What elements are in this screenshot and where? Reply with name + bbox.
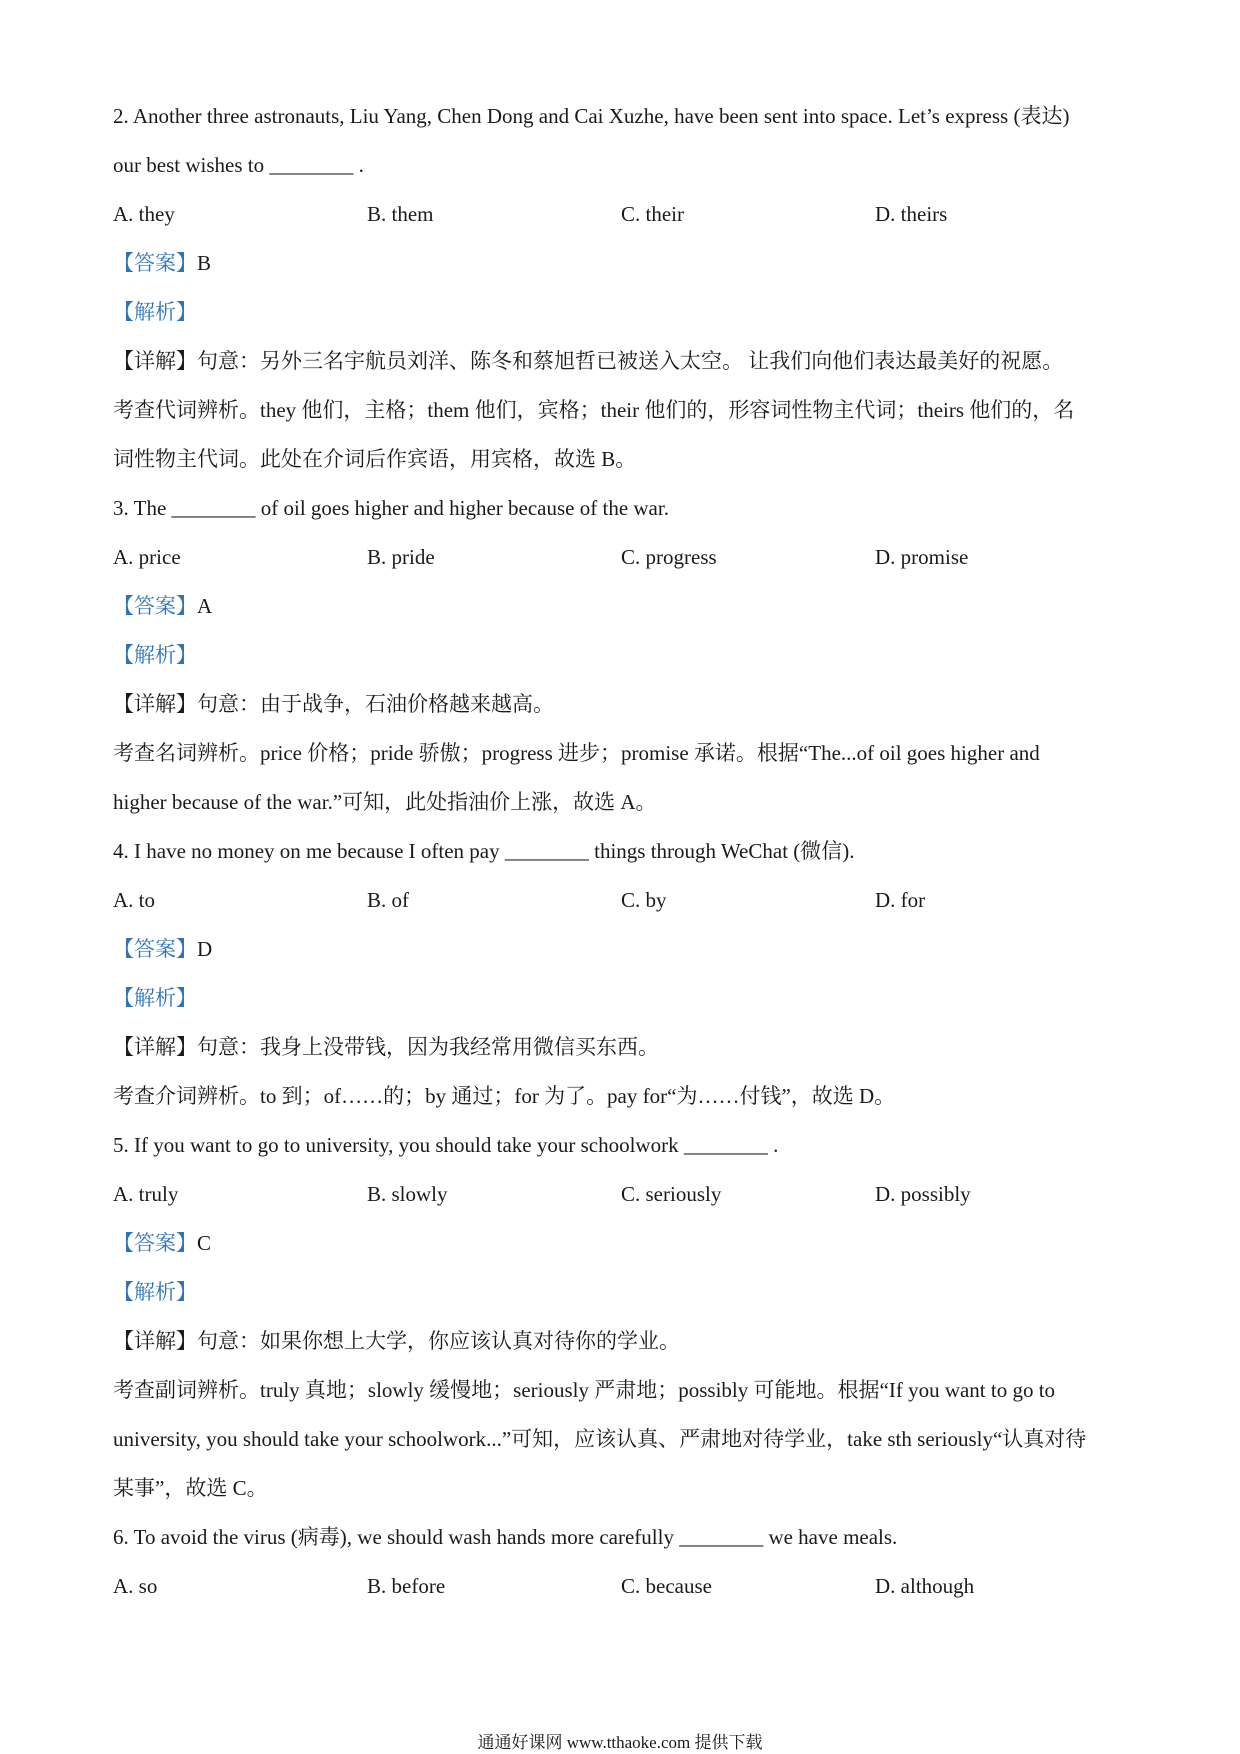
option-d: D. theirs: [875, 202, 948, 226]
answer-value: B: [197, 251, 212, 275]
question-6: [113, 1513, 1133, 1611]
option-b: B. pride: [367, 545, 435, 569]
question-stem: 2. Another three astronauts, Liu Yang, Chen Dong and Cai Xuzhe, have been sent into space. Let’s express (表达): [113, 104, 1070, 128]
detail-line: 考查代词辨析。they 他们，主格；them 他们，宾格；their 他们的，形容词性物主代词；theirs 他们的，名: [113, 398, 1075, 422]
answer-line: [113, 582, 1133, 631]
detail-line: 【详解】句意：由于战争，石油价格越来越高。: [113, 692, 554, 716]
options-row: [113, 190, 1133, 239]
question-stem: 4. I have no money on me because I often pay ________ things through WeChat (微信).: [113, 839, 855, 863]
option-d: D. promise: [875, 545, 969, 569]
analysis-line: [113, 1268, 1133, 1317]
answer-tag: 【答案】: [113, 1231, 197, 1255]
option-c: C. seriously: [621, 1182, 722, 1206]
answer-value: A: [197, 594, 213, 618]
option-a: A. they: [113, 202, 175, 226]
option-c: C. progress: [621, 545, 717, 569]
analysis-line: [113, 288, 1133, 337]
option-b: B. slowly: [367, 1182, 448, 1206]
analysis-tag: 【解析】: [113, 300, 197, 324]
detail-line: higher because of the war.”可知，此处指油价上涨，故选 A。: [113, 790, 657, 814]
option-d: D. for: [875, 888, 926, 912]
option-c: C. because: [621, 1574, 712, 1598]
analysis-line: [113, 974, 1133, 1023]
option-a: A. to: [113, 888, 155, 912]
answer-value: D: [197, 937, 213, 961]
answer-line: [113, 925, 1133, 974]
option-a: A. so: [113, 1574, 158, 1598]
option-b: B. of: [367, 888, 409, 912]
answer-tag: 【答案】: [113, 937, 197, 961]
detail-line: 【详解】句意：另外三名宇航员刘洋、陈冬和蔡旭哲已被送入太空。 让我们向他们表达最美好的祝愿。: [113, 349, 1064, 373]
detail-line: 某事”，故选 C。: [113, 1476, 268, 1500]
analysis-tag: 【解析】: [113, 643, 197, 667]
answer-line: [113, 239, 1133, 288]
detail-line: 【详解】句意：如果你想上大学，你应该认真对待你的学业。: [113, 1329, 680, 1353]
answer-tag: 【答案】: [113, 594, 197, 618]
analysis-tag: 【解析】: [113, 1280, 197, 1304]
analysis-line: [113, 631, 1133, 680]
option-a: A. truly: [113, 1182, 179, 1206]
question-4: [113, 827, 1133, 1121]
option-c: C. by: [621, 888, 667, 912]
option-d: D. possibly: [875, 1182, 971, 1206]
options-row: [113, 1562, 1133, 1611]
question-2: [113, 92, 1133, 484]
detail-line: 【详解】句意：我身上没带钱，因为我经常用微信买东西。: [113, 1035, 659, 1059]
question-stem: 5. If you want to go to university, you should take your schoolwork ________ .: [113, 1133, 779, 1157]
answer-line: [113, 1219, 1133, 1268]
answer-value: C: [197, 1231, 212, 1255]
document-body: [113, 92, 1133, 1611]
detail-line: 考查副词辨析。truly 真地；slowly 缓慢地；seriously 严肃地；possibly 可能地。根据“If you want to go to: [113, 1378, 1056, 1402]
question-stem: 6. To avoid the virus (病毒), we should wash hands more carefully ________ we have meals.: [113, 1525, 898, 1549]
detail-line: 词性物主代词。此处在介词后作宾语，用宾格，故选 B。: [113, 447, 637, 471]
option-b: B. before: [367, 1574, 446, 1598]
analysis-tag: 【解析】: [113, 986, 197, 1010]
options-row: [113, 1170, 1133, 1219]
answer-tag: 【答案】: [113, 251, 197, 275]
option-c: C. their: [621, 202, 684, 226]
question-5: [113, 1121, 1133, 1513]
detail-line: 考查介词辨析。to 到；of……的；by 通过；for 为了。pay for“为……付钱”，故选 D。: [113, 1084, 896, 1108]
question-3: [113, 484, 1133, 827]
detail-line: university, you should take your schoolwork...”可知，应该认真、严肃地对待学业，take sth seriously“认真对待: [113, 1427, 1087, 1451]
options-row: [113, 533, 1133, 582]
options-row: [113, 876, 1133, 925]
question-stem: 3. The ________ of oil goes higher and higher because of the war.: [113, 496, 669, 520]
option-a: A. price: [113, 545, 181, 569]
option-b: B. them: [367, 202, 434, 226]
option-d: D. although: [875, 1574, 975, 1598]
question-stem: our best wishes to ________ .: [113, 153, 364, 177]
page-footer: 通通好课网 www.tthaoke.com 提供下载: [477, 1733, 763, 1752]
detail-line: 考查名词辨析。price 价格；pride 骄傲；progress 进步；promise 承诺。根据“The...of oil goes higher and: [113, 741, 1040, 765]
